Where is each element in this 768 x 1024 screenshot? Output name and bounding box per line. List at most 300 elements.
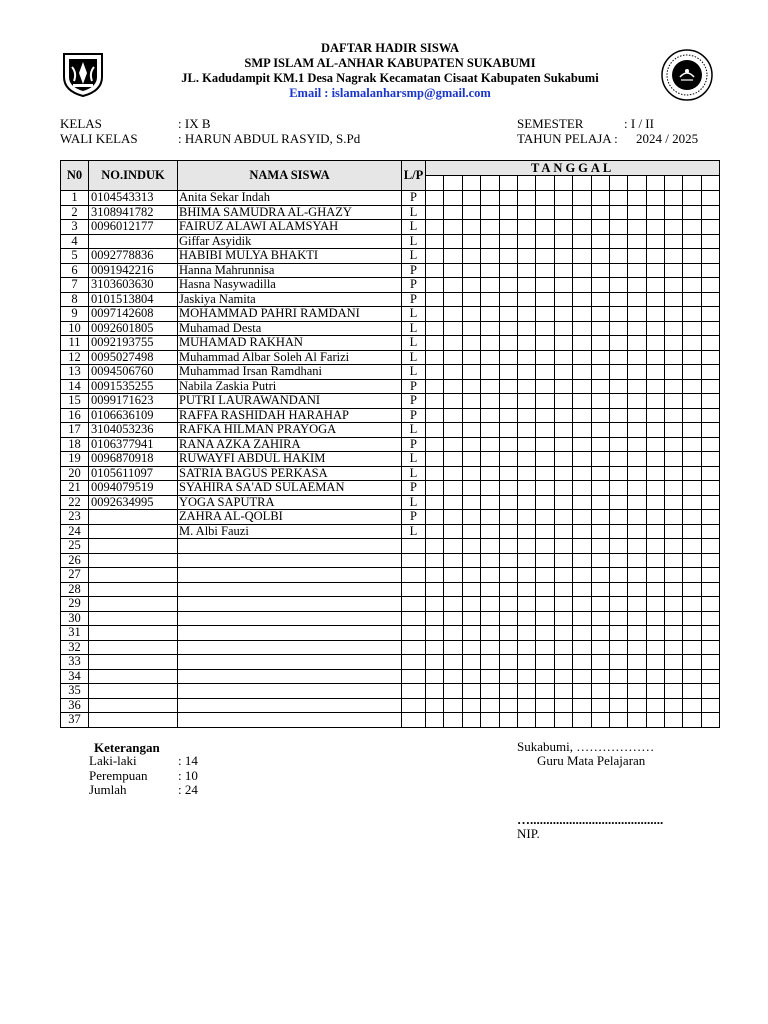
attendance-cell — [573, 408, 591, 423]
attendance-cell — [609, 234, 627, 249]
row-number: 23 — [61, 510, 89, 525]
attendance-cell — [499, 379, 517, 394]
student-name: RAFKA HILMAN PRAYOGA — [178, 423, 402, 438]
attendance-cell — [628, 437, 646, 452]
attendance-cell — [481, 220, 499, 235]
attendance-cell — [683, 379, 701, 394]
attendance-cell — [554, 394, 572, 409]
attendance-cell — [609, 350, 627, 365]
attendance-cell — [462, 626, 480, 641]
attendance-cell — [683, 437, 701, 452]
attendance-cell — [499, 249, 517, 264]
attendance-cell — [701, 234, 719, 249]
row-number: 12 — [61, 350, 89, 365]
attendance-cell — [628, 249, 646, 264]
attendance-cell — [554, 423, 572, 438]
student-name: PUTRI LAURAWANDANI — [178, 394, 402, 409]
table-row — [61, 568, 720, 583]
attendance-cell — [499, 307, 517, 322]
attendance-cell — [517, 495, 535, 510]
attendance-cell — [609, 655, 627, 670]
attendance-cell — [499, 292, 517, 307]
student-id: 0096870918 — [89, 452, 178, 467]
attendance-cell — [573, 524, 591, 539]
attendance-cell — [701, 423, 719, 438]
attendance-cell — [462, 539, 480, 554]
student-id — [89, 640, 178, 655]
attendance-cell — [536, 626, 554, 641]
attendance-cell — [591, 365, 609, 380]
student-gender — [402, 640, 426, 655]
attendance-cell — [499, 684, 517, 699]
student-gender — [402, 713, 426, 728]
attendance-cell — [701, 452, 719, 467]
attendance-cell — [609, 553, 627, 568]
attendance-cell — [499, 437, 517, 452]
attendance-cell — [628, 423, 646, 438]
attendance-cell — [628, 234, 646, 249]
attendance-cell — [536, 539, 554, 554]
attendance-cell — [426, 495, 444, 510]
attendance-cell — [665, 553, 683, 568]
attendance-cell — [573, 655, 591, 670]
student-gender — [402, 597, 426, 612]
attendance-cell — [701, 220, 719, 235]
attendance-cell — [683, 481, 701, 496]
table-row — [61, 205, 720, 220]
attendance-cell — [665, 350, 683, 365]
attendance-cell — [646, 423, 664, 438]
attendance-cell — [426, 365, 444, 380]
attendance-cell — [573, 205, 591, 220]
attendance-cell — [591, 626, 609, 641]
student-id: 0105611097 — [89, 466, 178, 481]
attendance-cell — [462, 698, 480, 713]
attendance-cell — [517, 568, 535, 583]
attendance-cell — [665, 640, 683, 655]
row-number: 33 — [61, 655, 89, 670]
table-row — [61, 640, 720, 655]
attendance-cell — [573, 249, 591, 264]
attendance-cell — [444, 437, 462, 452]
attendance-cell — [481, 582, 499, 597]
student-gender: P — [402, 263, 426, 278]
attendance-cell — [554, 611, 572, 626]
attendance-cell — [628, 466, 646, 481]
attendance-cell — [701, 510, 719, 525]
attendance-cell — [499, 640, 517, 655]
attendance-cell — [444, 626, 462, 641]
attendance-cell — [554, 249, 572, 264]
student-name: Jaskiya Namita — [178, 292, 402, 307]
row-number: 27 — [61, 568, 89, 583]
student-name: Muhamad Desta — [178, 321, 402, 336]
attendance-cell — [554, 510, 572, 525]
attendance-cell — [462, 249, 480, 264]
student-gender — [402, 553, 426, 568]
table-row — [61, 365, 720, 380]
attendance-cell — [573, 263, 591, 278]
attendance-cell — [426, 191, 444, 206]
attendance-cell — [609, 568, 627, 583]
attendance-cell — [646, 379, 664, 394]
attendance-cell — [444, 510, 462, 525]
attendance-cell — [683, 220, 701, 235]
attendance-cell — [609, 437, 627, 452]
attendance-cell — [517, 292, 535, 307]
attendance-cell — [536, 249, 554, 264]
student-gender: L — [402, 495, 426, 510]
attendance-cell — [683, 365, 701, 380]
attendance-cell — [628, 408, 646, 423]
attendance-cell — [665, 524, 683, 539]
student-name — [178, 582, 402, 597]
row-number: 7 — [61, 278, 89, 293]
student-name: RANA AZKA ZAHIRA — [178, 437, 402, 452]
attendance-cell — [444, 205, 462, 220]
attendance-cell — [481, 539, 499, 554]
attendance-cell — [646, 481, 664, 496]
student-name: Nabila Zaskia Putri — [178, 379, 402, 394]
student-name: YOGA SAPUTRA — [178, 495, 402, 510]
attendance-cell — [554, 466, 572, 481]
attendance-cell — [444, 495, 462, 510]
attendance-cell — [462, 423, 480, 438]
attendance-cell — [701, 437, 719, 452]
date-column-cell — [444, 176, 462, 191]
student-gender: L — [402, 307, 426, 322]
attendance-cell — [517, 408, 535, 423]
student-name — [178, 568, 402, 583]
attendance-cell — [481, 365, 499, 380]
row-number: 4 — [61, 234, 89, 249]
attendance-cell — [628, 539, 646, 554]
student-id: 0091535255 — [89, 379, 178, 394]
row-number: 18 — [61, 437, 89, 452]
student-id — [89, 568, 178, 583]
student-name — [178, 669, 402, 684]
attendance-cell — [517, 423, 535, 438]
attendance-cell — [481, 452, 499, 467]
attendance-cell — [554, 350, 572, 365]
attendance-cell — [646, 408, 664, 423]
student-id: 0095027498 — [89, 350, 178, 365]
attendance-cell — [701, 307, 719, 322]
attendance-cell — [591, 263, 609, 278]
attendance-cell — [462, 713, 480, 728]
attendance-cell — [573, 495, 591, 510]
student-name — [178, 553, 402, 568]
attendance-cell — [444, 365, 462, 380]
attendance-cell — [683, 249, 701, 264]
table-row — [61, 553, 720, 568]
attendance-cell — [628, 655, 646, 670]
table-row — [61, 582, 720, 597]
attendance-cell — [683, 321, 701, 336]
attendance-cell — [591, 481, 609, 496]
student-name: SYAHIRA SA'AD SULAEMAN — [178, 481, 402, 496]
attendance-cell — [481, 713, 499, 728]
attendance-cell — [554, 379, 572, 394]
student-name — [178, 713, 402, 728]
attendance-cell — [683, 669, 701, 684]
attendance-cell — [609, 249, 627, 264]
attendance-cell — [573, 379, 591, 394]
attendance-cell — [444, 249, 462, 264]
student-gender: L — [402, 321, 426, 336]
attendance-cell — [536, 263, 554, 278]
attendance-cell — [701, 350, 719, 365]
attendance-cell — [536, 292, 554, 307]
attendance-cell — [665, 655, 683, 670]
attendance-cell — [462, 408, 480, 423]
student-name: M. Albi Fauzi — [178, 524, 402, 539]
table-row — [61, 539, 720, 554]
attendance-cell — [554, 365, 572, 380]
attendance-cell — [426, 408, 444, 423]
attendance-cell — [462, 684, 480, 699]
row-number: 13 — [61, 365, 89, 380]
row-number: 3 — [61, 220, 89, 235]
attendance-cell — [536, 408, 554, 423]
attendance-cell — [701, 379, 719, 394]
attendance-cell — [481, 481, 499, 496]
attendance-cell — [517, 365, 535, 380]
laki-laki-label: Laki-laki — [89, 753, 137, 768]
attendance-cell — [628, 394, 646, 409]
attendance-cell — [462, 278, 480, 293]
attendance-cell — [665, 205, 683, 220]
attendance-cell — [517, 307, 535, 322]
student-gender — [402, 698, 426, 713]
student-name — [178, 684, 402, 699]
attendance-cell — [665, 437, 683, 452]
attendance-cell — [426, 640, 444, 655]
attendance-cell — [683, 394, 701, 409]
attendance-cell — [701, 394, 719, 409]
student-name: SATRIA BAGUS PERKASA — [178, 466, 402, 481]
attendance-cell — [554, 539, 572, 554]
attendance-cell — [591, 466, 609, 481]
attendance-cell — [426, 452, 444, 467]
attendance-cell — [462, 394, 480, 409]
attendance-cell — [665, 191, 683, 206]
attendance-cell — [481, 553, 499, 568]
attendance-cell — [665, 713, 683, 728]
attendance-cell — [683, 510, 701, 525]
attendance-cell — [701, 408, 719, 423]
attendance-cell — [481, 524, 499, 539]
attendance-cell — [683, 597, 701, 612]
attendance-cell — [665, 321, 683, 336]
date-column-cell — [426, 176, 444, 191]
student-id — [89, 553, 178, 568]
attendance-cell — [462, 321, 480, 336]
attendance-cell — [573, 278, 591, 293]
attendance-cell — [499, 495, 517, 510]
row-number: 28 — [61, 582, 89, 597]
attendance-cell — [536, 423, 554, 438]
attendance-cell — [646, 466, 664, 481]
attendance-cell — [665, 582, 683, 597]
attendance-cell — [665, 249, 683, 264]
attendance-table — [60, 160, 720, 728]
attendance-cell — [665, 394, 683, 409]
attendance-cell — [609, 582, 627, 597]
attendance-cell — [426, 292, 444, 307]
attendance-cell — [591, 669, 609, 684]
attendance-cell — [554, 698, 572, 713]
attendance-cell — [499, 524, 517, 539]
attendance-cell — [628, 481, 646, 496]
attendance-cell — [573, 452, 591, 467]
attendance-cell — [481, 495, 499, 510]
attendance-cell — [628, 611, 646, 626]
attendance-cell — [554, 669, 572, 684]
school-address: JL. Kadudampit KM.1 Desa Nagrak Kecamatan Cisaat Kabupaten Sukabumi — [181, 71, 599, 85]
attendance-cell — [573, 234, 591, 249]
attendance-cell — [591, 278, 609, 293]
attendance-cell — [536, 481, 554, 496]
attendance-cell — [554, 553, 572, 568]
table-row — [61, 495, 720, 510]
student-gender — [402, 568, 426, 583]
attendance-cell — [628, 713, 646, 728]
attendance-cell — [665, 495, 683, 510]
attendance-cell — [554, 626, 572, 641]
date-column-cell — [554, 176, 572, 191]
attendance-cell — [591, 640, 609, 655]
attendance-cell — [683, 698, 701, 713]
student-name: HABIBI MULYA BHAKTI — [178, 249, 402, 264]
student-name: Muhammad Irsan Ramdhani — [178, 365, 402, 380]
attendance-cell — [683, 495, 701, 510]
attendance-cell — [609, 423, 627, 438]
attendance-cell — [701, 191, 719, 206]
student-gender — [402, 582, 426, 597]
attendance-cell — [517, 524, 535, 539]
attendance-cell — [646, 524, 664, 539]
attendance-cell — [573, 510, 591, 525]
student-id — [89, 582, 178, 597]
student-gender: P — [402, 481, 426, 496]
attendance-cell — [591, 611, 609, 626]
attendance-cell — [444, 698, 462, 713]
table-row — [61, 249, 720, 264]
attendance-cell — [536, 379, 554, 394]
attendance-cell — [481, 466, 499, 481]
attendance-cell — [609, 640, 627, 655]
attendance-cell — [481, 684, 499, 699]
attendance-cell — [683, 684, 701, 699]
nip-label: NIP. — [517, 826, 540, 841]
attendance-cell — [536, 611, 554, 626]
attendance-cell — [665, 263, 683, 278]
attendance-cell — [665, 626, 683, 641]
attendance-cell — [591, 408, 609, 423]
perempuan-label: Perempuan — [89, 768, 148, 783]
attendance-cell — [444, 191, 462, 206]
attendance-cell — [426, 669, 444, 684]
student-gender: P — [402, 510, 426, 525]
attendance-cell — [554, 713, 572, 728]
table-row — [61, 350, 720, 365]
attendance-cell — [683, 611, 701, 626]
student-gender: P — [402, 278, 426, 293]
attendance-cell — [573, 466, 591, 481]
attendance-cell — [628, 205, 646, 220]
attendance-cell — [554, 205, 572, 220]
attendance-cell — [646, 234, 664, 249]
attendance-cell — [499, 263, 517, 278]
attendance-cell — [646, 510, 664, 525]
attendance-cell — [517, 611, 535, 626]
attendance-cell — [573, 191, 591, 206]
student-id: 0094506760 — [89, 365, 178, 380]
attendance-cell — [481, 568, 499, 583]
attendance-cell — [536, 495, 554, 510]
attendance-cell — [481, 249, 499, 264]
attendance-cell — [554, 481, 572, 496]
keterangan-heading: Keterangan — [94, 740, 160, 755]
attendance-cell — [701, 495, 719, 510]
attendance-cell — [462, 597, 480, 612]
attendance-cell — [517, 220, 535, 235]
attendance-cell — [628, 684, 646, 699]
attendance-cell — [554, 640, 572, 655]
attendance-cell — [499, 510, 517, 525]
attendance-cell — [573, 321, 591, 336]
attendance-cell — [426, 394, 444, 409]
table-row — [61, 278, 720, 293]
tahun-pelajaran-label: TAHUN PELAJA : — [517, 131, 618, 146]
student-gender: L — [402, 524, 426, 539]
date-column-cell — [628, 176, 646, 191]
attendance-cell — [536, 582, 554, 597]
attendance-cell — [499, 539, 517, 554]
attendance-cell — [701, 626, 719, 641]
attendance-cell — [609, 495, 627, 510]
attendance-cell — [591, 452, 609, 467]
attendance-cell — [573, 553, 591, 568]
attendance-cell — [481, 698, 499, 713]
attendance-cell — [481, 510, 499, 525]
student-gender: L — [402, 452, 426, 467]
student-name: RAFFA RASHIDAH HARAHAP — [178, 408, 402, 423]
attendance-cell — [646, 307, 664, 322]
attendance-cell — [591, 655, 609, 670]
attendance-cell — [628, 321, 646, 336]
attendance-cell — [444, 713, 462, 728]
attendance-cell — [481, 336, 499, 351]
student-id — [89, 539, 178, 554]
table-row — [61, 466, 720, 481]
attendance-cell — [481, 394, 499, 409]
attendance-cell — [517, 481, 535, 496]
attendance-cell — [646, 626, 664, 641]
row-number: 29 — [61, 597, 89, 612]
attendance-cell — [591, 307, 609, 322]
attendance-cell — [462, 655, 480, 670]
attendance-cell — [536, 307, 554, 322]
student-id — [89, 698, 178, 713]
attendance-cell — [683, 524, 701, 539]
attendance-cell — [628, 191, 646, 206]
attendance-cell — [536, 350, 554, 365]
student-id: 0096012177 — [89, 220, 178, 235]
attendance-cell — [499, 220, 517, 235]
row-number: 20 — [61, 466, 89, 481]
